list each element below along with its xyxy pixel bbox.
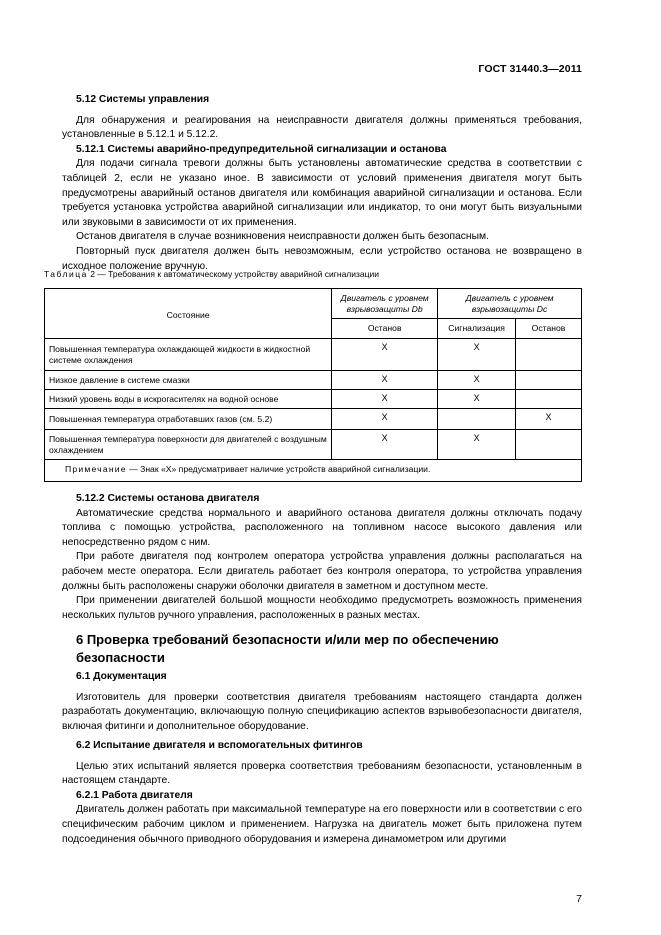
table-row xyxy=(45,430,582,460)
table-note xyxy=(45,460,582,482)
cell-dc-alarm: X xyxy=(438,339,516,371)
table-row xyxy=(45,409,582,430)
note-label: Примечание xyxy=(65,464,127,474)
cell-state: Повышенная температура отработавших газов (см. 5.2) xyxy=(45,409,332,430)
section-6-1-title: 6.1 Документация xyxy=(76,671,167,682)
note-text: — Знак «X» предусматривает наличие устройств аварийной сигнализации. xyxy=(129,464,431,474)
section-5-12-2-title: 5.12.2 Системы останова двигателя xyxy=(76,493,260,504)
section-6-2-paragraph: Целью этих испытаний является проверка соответствия требованиям безопасности, установленным в настоящем стандарте. xyxy=(62,760,582,787)
section-6-title: 6 Проверка требований безопасности и/или мер по обеспечению безопасности xyxy=(76,632,499,665)
header-dc: Двигатель с уровнем взрывозащиты Dc xyxy=(438,289,582,319)
subheader-stop-db: Останов xyxy=(332,319,438,339)
section-5-12-paragraph: Для обнаружения и реагирования на неисправности двигателя должны применяться требования, установленные в 5.12.1 и 5.12.2. xyxy=(62,114,582,141)
cell-state: Низкое давление в системе смазки xyxy=(45,371,332,390)
header-db: Двигатель с уровнем взрывозащиты Db xyxy=(332,289,438,319)
subheader-stop-dc: Останов xyxy=(516,319,582,339)
cell-state: Повышенная температура поверхности для двигателей с воздушным охлаждением xyxy=(45,430,332,460)
section-6-1 xyxy=(62,670,582,734)
cell-dc-alarm: X xyxy=(438,371,516,390)
section-5-12-1-title: 5.12.1 Системы аварийно-предупредительной сигнализации и останова xyxy=(76,143,447,155)
table-2-caption-text: 2 — Требования к автоматическому устройству аварийной сигнализации xyxy=(90,269,379,279)
table-2 xyxy=(44,288,582,482)
cell-db-stop: X xyxy=(332,339,438,371)
section-6-2-title: 6.2 Испытание двигателя и вспомогательных фитингов xyxy=(76,740,363,751)
cell-dc-stop xyxy=(516,390,582,409)
section-6 xyxy=(62,631,582,666)
section-5-12-1-paragraph-1: Для подачи сигнала тревоги должны быть установлены автоматические средства в соответствии с таблицей 2, если не указано иное. В зависимости от условий применения двигателя могут быть предусмотрены аварийный останов двигателя или комбинация аварийной сигнализации и останова. Если требуется установка устройства аварийной сигнализации или индикатор, то они могут быть визуальными или звуковыми в зависимости от их применения. xyxy=(62,158,582,228)
standard-designation: ГОСТ 31440.3—2011 xyxy=(478,63,582,75)
section-5-12 xyxy=(62,93,582,274)
table-row xyxy=(45,371,582,390)
section-6-1-paragraph: Изготовитель для проверки соответствия двигателя требованиям настоящего стандарта должен разработать документацию, включающую полную спецификацию аспектов взрывобезопасности двигателя, включая фитинги и дополнительное оборудование. xyxy=(62,691,582,732)
subheader-alarm-dc: Сигнализация xyxy=(438,319,516,339)
section-6-2-1-paragraph: Двигатель должен работать при максимальной температуре на его поверхности или в соответствии с его специфическим рабочим циклом и применением. Нагрузка на двигатель может быть приложена путем подсоединения обычного приводного оборудования и измерена динамометром или другими xyxy=(62,804,582,845)
cell-dc-stop xyxy=(516,339,582,371)
cell-dc-alarm xyxy=(438,409,516,430)
section-5-12-2-paragraph-3: При применении двигателей большой мощности необходимо предусмотреть возможность применения нескольких пультов ручного управления, расположенных в разных местах. xyxy=(62,595,582,621)
section-5-12-title: 5.12 Системы управления xyxy=(76,94,210,105)
cell-dc-stop xyxy=(516,430,582,460)
section-5-12-2-paragraph-2: При работе двигателя под контролем оператора устройства управления должны располагаться на рабочем месте оператора. Если двигатель работает без контроля оператора, то устройства управления должны быть расположены снаружи оболочки двигателя в заметном и доступном месте. xyxy=(62,551,582,592)
section-6-2 xyxy=(62,739,582,847)
page-number: 7 xyxy=(576,893,582,905)
table-row xyxy=(45,390,582,409)
cell-db-stop: X xyxy=(332,409,438,430)
cell-dc-alarm: X xyxy=(438,390,516,409)
table-note-row xyxy=(45,460,582,482)
cell-dc-stop xyxy=(516,371,582,390)
section-5-12-2 xyxy=(62,492,582,623)
cell-db-stop: X xyxy=(332,371,438,390)
section-6-2-1-title: 6.2.1 Работа двигателя xyxy=(76,789,193,801)
section-5-12-1-paragraph-3: Повторный пуск двигателя должен быть невозможным, если устройство останова не возвращено в исходное положение вручную. xyxy=(62,245,582,272)
table-row xyxy=(45,339,582,371)
section-5-12-2-paragraph-1: Автоматические средства нормального и аварийного останова двигателя должны отключать подачу топлива с помощью устройства, расположенного на топливном насосе высокого давления или непосредственно рядом с ним. xyxy=(62,507,582,548)
cell-db-stop: X xyxy=(332,430,438,460)
section-5-12-1-paragraph-2: Останов двигателя в случае возникновения неисправности должен быть безопасным. xyxy=(76,231,489,243)
cell-state: Низкий уровень воды в искрогасителях на водной основе xyxy=(45,390,332,409)
table-2-caption-word: Таблица xyxy=(44,269,88,279)
cell-db-stop: X xyxy=(332,390,438,409)
table-2-caption xyxy=(44,269,379,279)
header-state: Состояние xyxy=(45,289,332,339)
cell-dc-stop: X xyxy=(516,409,582,430)
cell-dc-alarm: X xyxy=(438,430,516,460)
cell-state: Повышенная температура охлаждающей жидкости в жидкостной системе охлаждения xyxy=(45,339,332,371)
